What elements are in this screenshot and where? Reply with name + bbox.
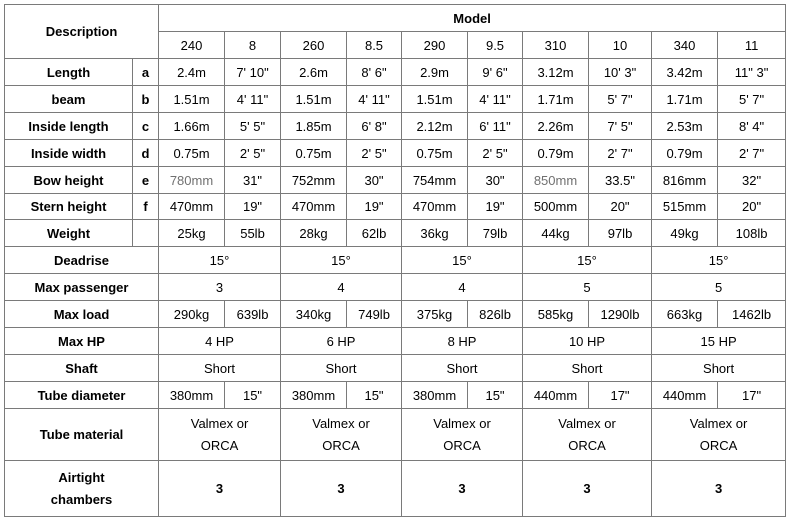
spec-value: 5' 7" — [718, 86, 786, 113]
max-passenger-value: 4 — [281, 274, 402, 301]
spec-value: 2.12m — [402, 113, 468, 140]
spec-value: 5' 5" — [225, 113, 281, 140]
row-letter: d — [133, 140, 159, 167]
tube-material-value-line-1: Valmex or — [312, 415, 370, 431]
row-letter — [133, 220, 159, 247]
tube-diameter-value: 380mm — [281, 382, 347, 409]
airtight-chambers-label — [5, 461, 159, 517]
max-hp-value: 10 HP — [523, 328, 652, 355]
spec-value: 62lb — [347, 220, 402, 247]
max-load-value: 375kg — [402, 301, 468, 328]
spec-value: 20" — [589, 194, 652, 220]
model-column-header: 8.5 — [347, 32, 402, 59]
table-row — [5, 301, 786, 328]
spec-value: 2' 5" — [468, 140, 523, 167]
max-load-value: 1290lb — [589, 301, 652, 328]
spec-value: 4' 11" — [347, 86, 402, 113]
shaft-value: Short — [652, 355, 786, 382]
row-label: beam — [5, 86, 133, 113]
spec-value: 3.12m — [523, 59, 589, 86]
tube-material-value-line-1: Valmex or — [433, 415, 491, 431]
airtight-chambers-value: 3 — [652, 461, 786, 517]
row-letter: f — [133, 194, 159, 220]
spec-value: 11" 3" — [718, 59, 786, 86]
spec-value: 10' 3" — [589, 59, 652, 86]
spec-value: 8' 4" — [718, 113, 786, 140]
table-row — [5, 5, 786, 32]
max-load-value: 290kg — [159, 301, 225, 328]
spec-value: 30" — [347, 167, 402, 194]
airtight-chambers-value: 3 — [523, 461, 652, 517]
model-column-header: 240 — [159, 32, 225, 59]
deadrise-label: Deadrise — [5, 247, 159, 274]
table-row — [5, 409, 786, 461]
tube-material-value — [652, 409, 786, 461]
table-row — [5, 382, 786, 409]
tube-diameter-value: 17" — [718, 382, 786, 409]
tube-diameter-value: 440mm — [652, 382, 718, 409]
spec-value: 2.6m — [281, 59, 347, 86]
spec-value: 19" — [347, 194, 402, 220]
max-load-value: 749lb — [347, 301, 402, 328]
deadrise-value: 15° — [281, 247, 402, 274]
row-label: Stern height — [5, 194, 133, 220]
tube-material-value-line-2: ORCA — [699, 437, 738, 453]
spec-value: 55lb — [225, 220, 281, 247]
spec-value: 44kg — [523, 220, 589, 247]
tube-material-value-line-2: ORCA — [443, 437, 481, 453]
max-hp-value: 15 HP — [652, 328, 786, 355]
spec-value: 33.5" — [589, 167, 652, 194]
spec-value: 1.85m — [281, 113, 347, 140]
tube-material-value-line-1: Valmex or — [558, 415, 616, 431]
airtight-chambers-label-line-1: Airtight — [58, 469, 105, 485]
deadrise-value: 15° — [159, 247, 281, 274]
tube-diameter-value: 440mm — [523, 382, 589, 409]
shaft-value: Short — [159, 355, 281, 382]
tube-material-value-line-1: Valmex or — [689, 415, 748, 431]
shaft-value: Short — [402, 355, 523, 382]
deadrise-value: 15° — [652, 247, 786, 274]
airtight-chambers-value: 3 — [281, 461, 402, 517]
table-row — [5, 140, 786, 167]
spec-value: 2.9m — [402, 59, 468, 86]
max-load-value: 826lb — [468, 301, 523, 328]
spec-value: 6' 8" — [347, 113, 402, 140]
spec-value: 0.75m — [281, 140, 347, 167]
row-label: Inside length — [5, 113, 133, 140]
tube-material-value-line-2: ORCA — [200, 437, 239, 453]
spec-value: 31" — [225, 167, 281, 194]
model-column-header: 11 — [718, 32, 786, 59]
tube-diameter-value: 17" — [589, 382, 652, 409]
row-letter: c — [133, 113, 159, 140]
spec-value: 470mm — [159, 194, 225, 220]
max-load-label: Max load — [5, 301, 159, 328]
model-header: Model — [159, 5, 786, 32]
row-letter: e — [133, 167, 159, 194]
table-row — [5, 247, 786, 274]
table-row — [5, 194, 786, 220]
row-label: Bow height — [5, 167, 133, 194]
spec-value: 816mm — [652, 167, 718, 194]
spec-value: 2' 7" — [589, 140, 652, 167]
tube-diameter-value: 15" — [225, 382, 281, 409]
max-passenger-value: 5 — [523, 274, 652, 301]
spec-value: 8' 6" — [347, 59, 402, 86]
shaft-label: Shaft — [5, 355, 159, 382]
spec-value: 79lb — [468, 220, 523, 247]
spec-value: 6' 11" — [468, 113, 523, 140]
airtight-chambers-value: 3 — [159, 461, 281, 517]
spec-value: 470mm — [402, 194, 468, 220]
spec-value: 754mm — [402, 167, 468, 194]
spec-value: 0.79m — [652, 140, 718, 167]
max-load-value: 1462lb — [718, 301, 786, 328]
model-column-header: 8 — [225, 32, 281, 59]
spec-value: 4' 11" — [468, 86, 523, 113]
table-row — [5, 328, 786, 355]
spec-value: 108lb — [718, 220, 786, 247]
spec-value: 515mm — [652, 194, 718, 220]
tube-diameter-label: Tube diameter — [5, 382, 159, 409]
spec-value: 1.71m — [652, 86, 718, 113]
max-hp-value: 8 HP — [402, 328, 523, 355]
max-passenger-value: 4 — [402, 274, 523, 301]
spec-value: 3.42m — [652, 59, 718, 86]
tube-material-value — [159, 409, 281, 461]
tube-material-value-line-2: ORCA — [322, 437, 360, 453]
spec-value: 36kg — [402, 220, 468, 247]
deadrise-value: 15° — [402, 247, 523, 274]
spec-value: 2' 5" — [347, 140, 402, 167]
tube-material-value-line-1: Valmex or — [190, 415, 249, 431]
model-column-header: 290 — [402, 32, 468, 59]
max-hp-value: 4 HP — [159, 328, 281, 355]
spec-value: 7' 5" — [589, 113, 652, 140]
row-label: Length — [5, 59, 133, 86]
tube-material-label: Tube material — [5, 409, 159, 461]
description-header: Description — [5, 5, 159, 59]
max-load-value: 585kg — [523, 301, 589, 328]
tube-diameter-value: 380mm — [159, 382, 225, 409]
spec-value: 0.75m — [402, 140, 468, 167]
model-column-header: 340 — [652, 32, 718, 59]
spec-value: 1.51m — [159, 86, 225, 113]
table-row — [5, 86, 786, 113]
max-hp-label: Max HP — [5, 328, 159, 355]
spec-value: 32" — [718, 167, 786, 194]
tube-diameter-value: 380mm — [402, 382, 468, 409]
table-row — [5, 274, 786, 301]
row-label: Inside width — [5, 140, 133, 167]
spec-value: 25kg — [159, 220, 225, 247]
spec-value: 1.71m — [523, 86, 589, 113]
table-row — [5, 220, 786, 247]
row-label: Weight — [5, 220, 133, 247]
max-passenger-value: 3 — [159, 274, 281, 301]
table-row — [5, 113, 786, 140]
spec-value: 2' 7" — [718, 140, 786, 167]
shaft-value: Short — [281, 355, 402, 382]
spec-value: 4' 11" — [225, 86, 281, 113]
model-column-header: 260 — [281, 32, 347, 59]
spec-value: 19" — [225, 194, 281, 220]
max-hp-value: 6 HP — [281, 328, 402, 355]
model-column-header: 10 — [589, 32, 652, 59]
spec-value: 850mm — [523, 167, 589, 194]
airtight-chambers-label-line-2: chambers — [50, 491, 113, 507]
airtight-chambers-value: 3 — [402, 461, 523, 517]
table-row — [5, 59, 786, 86]
spec-value: 1.51m — [281, 86, 347, 113]
spec-value: 0.75m — [159, 140, 225, 167]
spec-value: 0.79m — [523, 140, 589, 167]
model-column-header: 310 — [523, 32, 589, 59]
spec-value: 2.4m — [159, 59, 225, 86]
spec-value: 2.53m — [652, 113, 718, 140]
max-load-value: 340kg — [281, 301, 347, 328]
spec-value: 470mm — [281, 194, 347, 220]
tube-material-value — [281, 409, 402, 461]
deadrise-value: 15° — [523, 247, 652, 274]
tube-diameter-value: 15" — [347, 382, 402, 409]
spec-value: 500mm — [523, 194, 589, 220]
tube-material-value — [402, 409, 523, 461]
spec-value: 2' 5" — [225, 140, 281, 167]
row-letter: b — [133, 86, 159, 113]
model-column-header: 9.5 — [468, 32, 523, 59]
tube-diameter-value: 15" — [468, 382, 523, 409]
row-letter: a — [133, 59, 159, 86]
spec-value: 30" — [468, 167, 523, 194]
tube-material-value — [523, 409, 652, 461]
spec-value: 28kg — [281, 220, 347, 247]
table-row — [5, 461, 786, 517]
spec-value: 780mm — [159, 167, 225, 194]
max-passenger-label: Max passenger — [5, 274, 159, 301]
spec-value: 7' 10" — [225, 59, 281, 86]
spec-value: 20" — [718, 194, 786, 220]
table-row — [5, 355, 786, 382]
spec-value: 97lb — [589, 220, 652, 247]
table-row — [5, 167, 786, 194]
shaft-value: Short — [523, 355, 652, 382]
spec-value: 752mm — [281, 167, 347, 194]
max-load-value: 639lb — [225, 301, 281, 328]
spec-value: 1.66m — [159, 113, 225, 140]
max-load-value: 663kg — [652, 301, 718, 328]
spec-value: 49kg — [652, 220, 718, 247]
spec-value: 2.26m — [523, 113, 589, 140]
spec-table — [4, 4, 786, 517]
spec-value: 9' 6" — [468, 59, 523, 86]
spec-value: 1.51m — [402, 86, 468, 113]
tube-material-value-line-2: ORCA — [568, 437, 606, 453]
spec-value: 5' 7" — [589, 86, 652, 113]
max-passenger-value: 5 — [652, 274, 786, 301]
spec-value: 19" — [468, 194, 523, 220]
